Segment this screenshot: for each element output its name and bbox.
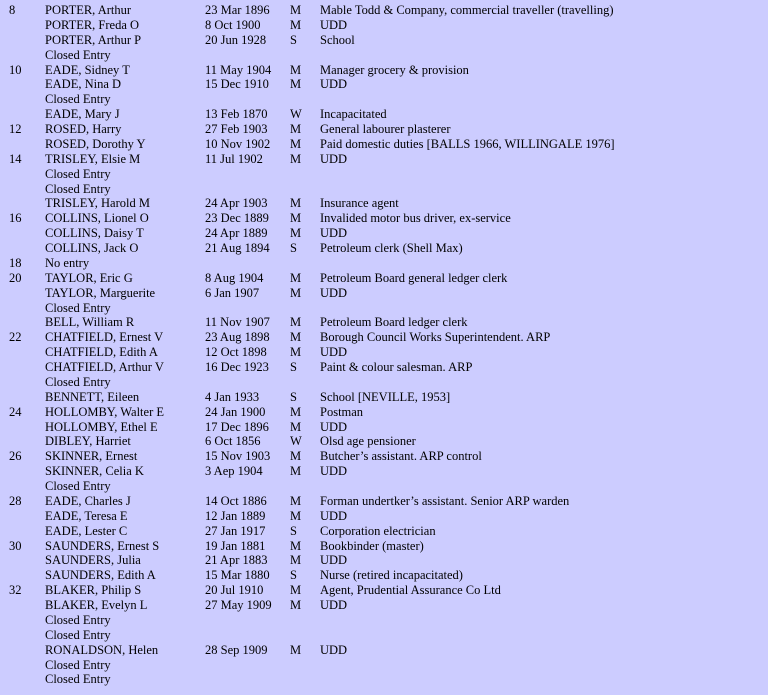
marital-status: M bbox=[290, 315, 302, 330]
marital-status: M bbox=[290, 583, 302, 598]
resident-name: BLAKER, Philip S bbox=[45, 583, 142, 598]
occupation: Petroleum clerk (Shell Max) bbox=[320, 241, 463, 255]
register-row bbox=[0, 256, 768, 271]
register-row bbox=[0, 211, 768, 226]
marital-status: M bbox=[290, 151, 302, 166]
resident-name: CHATFIELD, Edith A bbox=[45, 345, 158, 360]
register-row bbox=[0, 672, 768, 687]
register-row bbox=[0, 152, 768, 167]
register-row bbox=[0, 196, 768, 211]
marital-status: M bbox=[290, 196, 302, 211]
resident-name: Closed Entry bbox=[45, 612, 111, 627]
resident-name: CHATFIELD, Ernest V bbox=[45, 330, 164, 345]
register-row bbox=[0, 345, 768, 360]
register-row bbox=[0, 137, 768, 152]
birth-date: 21 Apr 1883 bbox=[205, 553, 268, 568]
house-number: 24 bbox=[9, 404, 22, 419]
register-row bbox=[0, 77, 768, 92]
occupation: Postman bbox=[320, 404, 364, 419]
register-row bbox=[0, 18, 768, 33]
house-number: 16 bbox=[9, 211, 22, 226]
occupation: Invalided motor bus driver, ex-service bbox=[320, 211, 511, 226]
birth-date: 23 Mar 1896 bbox=[205, 3, 270, 17]
resident-name: COLLINS, Daisy T bbox=[45, 226, 144, 241]
register-row bbox=[0, 63, 768, 78]
resident-name: Closed Entry bbox=[45, 166, 111, 181]
marital-status: S bbox=[290, 389, 297, 404]
house-number: 20 bbox=[9, 270, 22, 285]
marital-status: M bbox=[290, 538, 302, 553]
resident-name: RONALDSON, Helen bbox=[45, 642, 159, 657]
register-row bbox=[0, 479, 768, 494]
register-row bbox=[0, 539, 768, 554]
resident-name: Closed Entry bbox=[45, 47, 111, 62]
resident-name: Closed Entry bbox=[45, 181, 111, 196]
occupation: Borough Council Works Superintendent. ARP bbox=[320, 330, 551, 345]
birth-date: 19 Jan 1881 bbox=[205, 538, 266, 553]
resident-name: EADE, Lester C bbox=[45, 523, 128, 538]
register-row bbox=[0, 568, 768, 583]
birth-date: 11 May 1904 bbox=[205, 62, 272, 77]
resident-name: DIBLEY, Harriet bbox=[45, 434, 131, 449]
marital-status: M bbox=[290, 330, 302, 345]
resident-name: PORTER, Arthur P bbox=[45, 32, 142, 47]
house-number: 10 bbox=[9, 62, 22, 77]
birth-date: 20 Jul 1910 bbox=[205, 583, 264, 598]
marital-status: M bbox=[290, 345, 302, 360]
birth-date: 16 Dec 1923 bbox=[205, 360, 269, 374]
register-row bbox=[0, 583, 768, 598]
resident-name: Closed Entry bbox=[45, 479, 111, 493]
birth-date: 11 Nov 1907 bbox=[205, 315, 270, 330]
marital-status: M bbox=[290, 285, 302, 300]
marital-status: W bbox=[290, 434, 302, 449]
register-row bbox=[0, 524, 768, 539]
occupation: Paint & colour salesman. ARP bbox=[320, 360, 473, 374]
occupation: UDD bbox=[320, 77, 348, 92]
birth-date: 11 Jul 1902 bbox=[205, 151, 263, 166]
birth-date: 23 Dec 1889 bbox=[205, 211, 269, 226]
birth-date: 24 Apr 1903 bbox=[205, 196, 268, 211]
register-row bbox=[0, 182, 768, 197]
register-row bbox=[0, 330, 768, 345]
occupation: UDD bbox=[320, 345, 348, 360]
marital-status: M bbox=[290, 136, 302, 151]
marital-status: S bbox=[290, 523, 297, 538]
birth-date: 15 Dec 1910 bbox=[205, 77, 269, 92]
resident-name: BLAKER, Evelyn L bbox=[45, 598, 148, 612]
register-row bbox=[0, 33, 768, 48]
register-row bbox=[0, 509, 768, 524]
register-row bbox=[0, 598, 768, 613]
register-row bbox=[0, 122, 768, 137]
resident-name: TRISLEY, Elsie M bbox=[45, 151, 141, 166]
resident-name: EADE, Teresa E bbox=[45, 508, 128, 523]
house-number: 26 bbox=[9, 449, 22, 464]
register-row bbox=[0, 226, 768, 241]
occupation: Butcher’s assistant. ARP control bbox=[320, 449, 482, 464]
register-row bbox=[0, 449, 768, 464]
birth-date: 24 Apr 1889 bbox=[205, 226, 268, 241]
register-row bbox=[0, 167, 768, 182]
occupation: Olsd age pensioner bbox=[320, 434, 416, 449]
occupation: Manager grocery & provision bbox=[320, 62, 469, 77]
marital-status: S bbox=[290, 568, 297, 583]
register-row bbox=[0, 390, 768, 405]
birth-date: 15 Mar 1880 bbox=[205, 568, 270, 583]
birth-date: 23 Aug 1898 bbox=[205, 330, 270, 345]
register-row bbox=[0, 360, 768, 375]
marital-status: M bbox=[290, 226, 302, 241]
register-row bbox=[0, 658, 768, 673]
birth-date: 8 Aug 1904 bbox=[205, 270, 264, 285]
resident-name: Closed Entry bbox=[45, 92, 111, 107]
register-row bbox=[0, 241, 768, 256]
resident-name: Closed Entry bbox=[45, 672, 111, 687]
birth-date: 3 Aep 1904 bbox=[205, 464, 263, 479]
resident-name: ROSED, Harry bbox=[45, 122, 122, 136]
resident-name: Closed Entry bbox=[45, 657, 111, 672]
register-row bbox=[0, 434, 768, 449]
occupation: Petroleum Board general ledger clerk bbox=[320, 270, 508, 285]
marital-status: M bbox=[290, 449, 302, 464]
resident-name: PORTER, Freda O bbox=[45, 17, 140, 32]
marital-status: M bbox=[290, 17, 302, 32]
house-number: 28 bbox=[9, 493, 22, 508]
resident-name: HOLLOMBY, Walter E bbox=[45, 404, 165, 419]
resident-name: BELL, William R bbox=[45, 315, 135, 330]
occupation: School bbox=[320, 32, 355, 47]
register-row bbox=[0, 643, 768, 658]
marital-status: M bbox=[290, 211, 302, 226]
occupation: Incapacitated bbox=[320, 107, 387, 122]
birth-date: 21 Aug 1894 bbox=[205, 241, 270, 255]
register-row bbox=[0, 494, 768, 509]
resident-name: EADE, Sidney T bbox=[45, 62, 130, 77]
birth-date: 6 Jan 1907 bbox=[205, 285, 260, 300]
marital-status: M bbox=[290, 77, 302, 92]
register-row bbox=[0, 420, 768, 435]
occupation: UDD bbox=[320, 553, 348, 568]
occupation: Insurance agent bbox=[320, 196, 399, 211]
marital-status: M bbox=[290, 3, 302, 17]
house-number: 18 bbox=[9, 255, 22, 270]
marital-status: M bbox=[290, 122, 302, 136]
house-number: 8 bbox=[9, 3, 16, 17]
resident-name: SAUNDERS, Edith A bbox=[45, 568, 156, 583]
resident-name: COLLINS, Lionel O bbox=[45, 211, 149, 226]
marital-status: M bbox=[290, 553, 302, 568]
register-row bbox=[0, 613, 768, 628]
occupation: UDD bbox=[320, 464, 348, 479]
occupation: Agent, Prudential Assurance Co Ltd bbox=[320, 583, 501, 598]
birth-date: 13 Feb 1870 bbox=[205, 107, 268, 122]
register-row bbox=[0, 464, 768, 479]
marital-status: M bbox=[290, 598, 302, 612]
occupation: Forman undertker’s assistant. Senior ARP warden bbox=[320, 493, 570, 508]
occupation: School [NEVILLE, 1953] bbox=[320, 389, 451, 404]
house-number: 32 bbox=[9, 583, 22, 598]
register-row bbox=[0, 48, 768, 63]
occupation: UDD bbox=[320, 17, 348, 32]
register-row bbox=[0, 315, 768, 330]
resident-name: Closed Entry bbox=[45, 300, 111, 315]
register-row bbox=[0, 553, 768, 568]
birth-date: 10 Nov 1902 bbox=[205, 136, 271, 151]
marital-status: M bbox=[290, 404, 302, 419]
occupation: UDD bbox=[320, 419, 348, 434]
marital-status: M bbox=[290, 464, 302, 479]
resident-name: SKINNER, Celia K bbox=[45, 464, 144, 479]
marital-status: M bbox=[290, 642, 302, 657]
occupation: Nurse (retired incapacitated) bbox=[320, 568, 463, 583]
marital-status: M bbox=[290, 419, 302, 434]
occupation: UDD bbox=[320, 151, 348, 166]
resident-name: HOLLOMBY, Ethel E bbox=[45, 419, 158, 434]
birth-date: 15 Nov 1903 bbox=[205, 449, 271, 464]
marital-status: M bbox=[290, 270, 302, 285]
marital-status: W bbox=[290, 107, 302, 122]
house-number: 30 bbox=[9, 538, 22, 553]
occupation: Bookbinder (master) bbox=[320, 538, 424, 553]
marital-status: S bbox=[290, 32, 297, 47]
register-row bbox=[0, 286, 768, 301]
birth-date: 27 Jan 1917 bbox=[205, 523, 266, 538]
house-number: 14 bbox=[9, 151, 22, 166]
birth-date: 20 Jun 1928 bbox=[205, 32, 267, 47]
resident-name: SAUNDERS, Ernest S bbox=[45, 538, 160, 553]
birth-date: 28 Sep 1909 bbox=[205, 642, 268, 657]
birth-date: 17 Dec 1896 bbox=[205, 419, 269, 434]
resident-name: No entry bbox=[45, 255, 90, 270]
resident-name: EADE, Charles J bbox=[45, 493, 131, 508]
birth-date: 27 May 1909 bbox=[205, 598, 272, 612]
occupation: UDD bbox=[320, 598, 348, 612]
occupation: UDD bbox=[320, 285, 348, 300]
birth-date: 4 Jan 1933 bbox=[205, 389, 260, 404]
birth-date: 24 Jan 1900 bbox=[205, 404, 266, 419]
occupation: Corporation electrician bbox=[320, 523, 436, 538]
house-number: 22 bbox=[9, 330, 22, 345]
marital-status: M bbox=[290, 493, 302, 508]
occupation: UDD bbox=[320, 226, 348, 241]
marital-status: M bbox=[290, 62, 302, 77]
occupation: UDD bbox=[320, 642, 348, 657]
resident-name: SKINNER, Ernest bbox=[45, 449, 138, 464]
birth-date: 14 Oct 1886 bbox=[205, 493, 267, 508]
resident-name: TRISLEY, Harold M bbox=[45, 196, 150, 211]
resident-name: COLLINS, Jack O bbox=[45, 241, 139, 255]
birth-date: 6 Oct 1856 bbox=[205, 434, 261, 449]
register-row bbox=[0, 301, 768, 316]
register-row bbox=[0, 271, 768, 286]
register-row bbox=[0, 92, 768, 107]
resident-name: CHATFIELD, Arthur V bbox=[45, 360, 164, 374]
occupation: Paid domestic duties [BALLS 1966, WILLINGALE 1976] bbox=[320, 136, 615, 151]
occupation: General labourer plasterer bbox=[320, 122, 451, 136]
register-row bbox=[0, 375, 768, 390]
marital-status: M bbox=[290, 508, 302, 523]
resident-name: SAUNDERS, Julia bbox=[45, 553, 141, 568]
birth-date: 12 Oct 1898 bbox=[205, 345, 267, 360]
resident-name: Closed Entry bbox=[45, 374, 111, 389]
resident-name: PORTER, Arthur bbox=[45, 3, 132, 17]
register-row bbox=[0, 107, 768, 122]
occupation: Petroleum Board ledger clerk bbox=[320, 315, 468, 330]
resident-name: EADE, Mary J bbox=[45, 107, 120, 122]
occupation: Mable Todd & Company, commercial traveller (travelling) bbox=[320, 3, 614, 17]
resident-name: Closed Entry bbox=[45, 627, 111, 642]
register-row bbox=[0, 405, 768, 420]
resident-name: TAYLOR, Eric G bbox=[45, 270, 133, 285]
marital-status: S bbox=[290, 360, 297, 374]
birth-date: 8 Oct 1900 bbox=[205, 17, 261, 32]
birth-date: 27 Feb 1903 bbox=[205, 122, 268, 136]
register-row bbox=[0, 628, 768, 643]
occupation: UDD bbox=[320, 508, 348, 523]
house-number: 12 bbox=[9, 122, 22, 136]
resident-name: ROSED, Dorothy Y bbox=[45, 136, 146, 151]
resident-name: BENNETT, Eileen bbox=[45, 389, 140, 404]
marital-status: S bbox=[290, 241, 297, 255]
register-row bbox=[0, 3, 768, 18]
birth-date: 12 Jan 1889 bbox=[205, 508, 266, 523]
resident-name: EADE, Nina D bbox=[45, 77, 122, 92]
resident-name: TAYLOR, Marguerite bbox=[45, 285, 156, 300]
